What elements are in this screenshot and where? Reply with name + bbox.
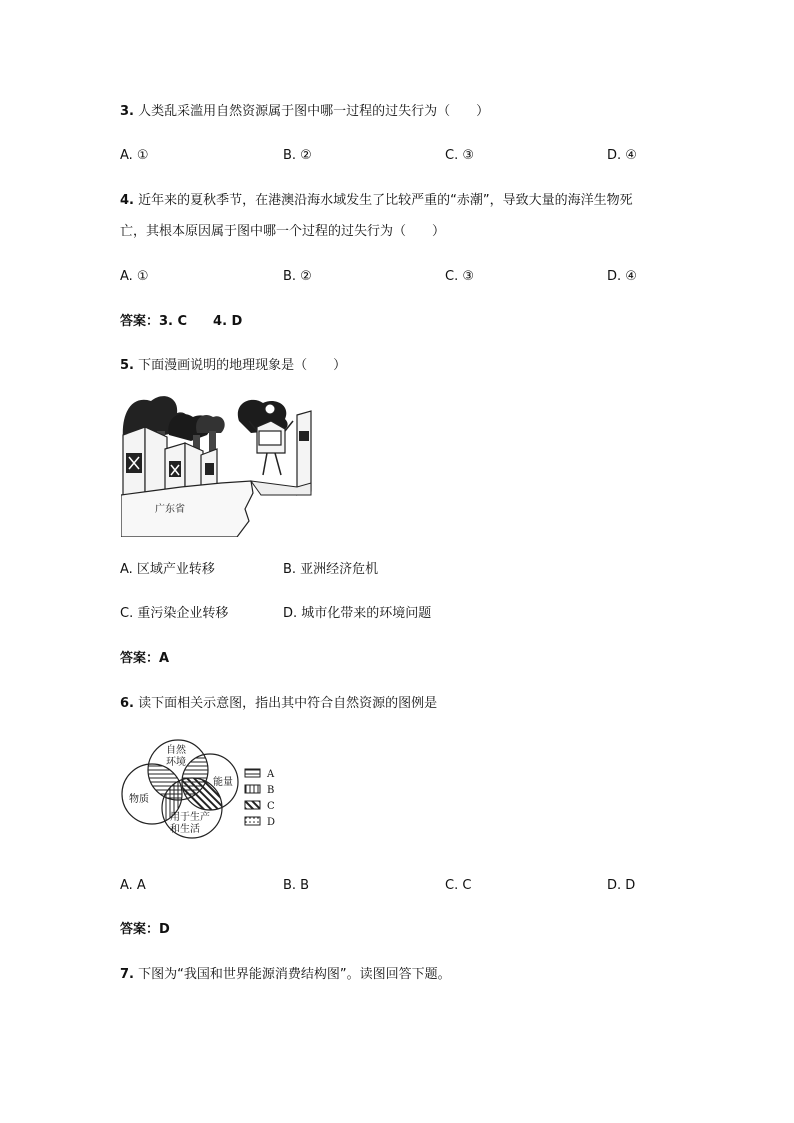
answer-5: 答案：A <box>120 651 170 666</box>
q3-option-c: C. ③ <box>445 148 474 163</box>
question-3 <box>120 102 489 122</box>
question-7 <box>120 965 451 985</box>
question-text: 下面漫画说明的地理现象是（ ） <box>138 358 347 373</box>
question-number: 4. <box>120 193 134 208</box>
question-6 <box>120 694 437 714</box>
venn-label-right: 能量 <box>213 777 233 788</box>
question-text: 读下面相关示意图，指出其中符合自然资源的图例是 <box>138 696 438 711</box>
q4-option-b: B. ② <box>283 269 312 284</box>
q5-option-d: D. 城市化带来的环境问题 <box>283 606 432 621</box>
question-text: 下图为“我国和世界能源消费结构图”。读图回答下题。 <box>138 967 451 982</box>
q3-option-a: A. ① <box>120 148 149 163</box>
question-number: 5. <box>120 358 134 373</box>
venn-label-bottom: 用于生产 <box>170 812 210 823</box>
venn-label-left: 物质 <box>129 794 149 805</box>
venn-label-top-2: 环境 <box>166 757 186 768</box>
q6-option-a: A. A <box>120 878 146 893</box>
cartoon-label: 广东省 <box>155 504 185 515</box>
q6-option-c: C. C <box>445 878 472 893</box>
question-4 <box>120 191 633 211</box>
legend-b: B <box>267 785 275 796</box>
question-text-line2: 亡，其根本原因属于图中哪一个过程的过失行为（ ） <box>120 224 446 239</box>
answer-3-4: 答案：3. C 4. D <box>120 314 243 329</box>
question-number: 7. <box>120 967 134 982</box>
q5-option-c: C. 重污染企业转移 <box>120 606 229 621</box>
q5-option-a: A. 区域产业转移 <box>120 562 215 577</box>
question-5 <box>120 356 346 376</box>
cartoon-illustration <box>121 391 312 537</box>
q4-option-a: A. ① <box>120 269 149 284</box>
question-text-line1: 近年来的夏秋季节，在港澳沿海水域发生了比较严重的“赤潮”，导致大量的海洋生物死 <box>138 193 633 208</box>
q4-option-d: D. ④ <box>607 269 637 284</box>
venn-label-top: 自然 <box>166 745 186 756</box>
venn-diagram <box>120 736 290 842</box>
q6-option-b: B. B <box>283 878 310 893</box>
q4-option-c: C. ③ <box>445 269 474 284</box>
q5-option-b: B. 亚洲经济危机 <box>283 562 379 577</box>
legend-a: A <box>267 769 275 780</box>
venn-label-bottom-2: 和生活 <box>170 824 200 835</box>
q3-option-b: B. ② <box>283 148 312 163</box>
legend-d: D <box>267 817 276 828</box>
q3-option-d: D. ④ <box>607 148 637 163</box>
answer-6: 答案：D <box>120 922 170 937</box>
question-text: 人类乱采滥用自然资源属于图中哪一过程的过失行为（ ） <box>138 104 490 119</box>
question-number: 6. <box>120 696 134 711</box>
legend-c: C <box>267 801 275 812</box>
q6-option-d: D. D <box>607 878 636 893</box>
question-number: 3. <box>120 104 134 119</box>
